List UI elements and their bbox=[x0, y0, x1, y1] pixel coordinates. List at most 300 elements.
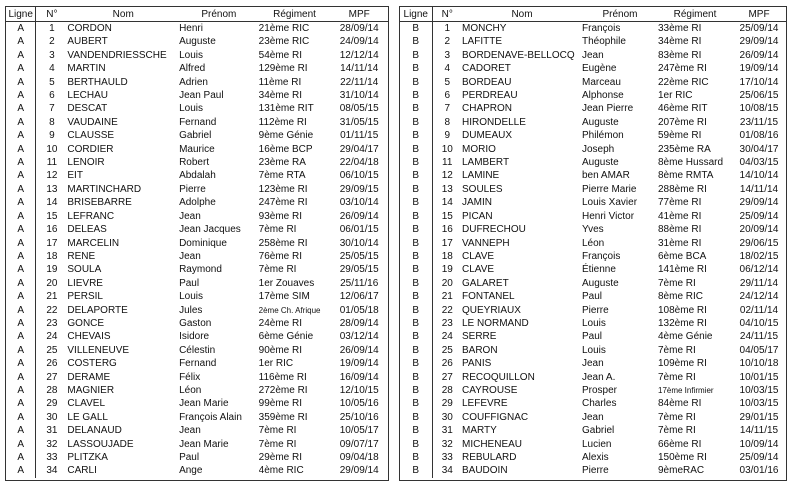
ligne-cell: B bbox=[400, 438, 432, 451]
nom-cell: LE GALL bbox=[67, 411, 108, 423]
nom-cell: EIT bbox=[67, 170, 83, 182]
regiment-cell: 34ème RI bbox=[258, 90, 303, 102]
regiment-cell: 288ème RI bbox=[658, 183, 707, 195]
prenom-cell: Marceau bbox=[582, 76, 621, 88]
ligne-cell: B bbox=[400, 102, 432, 115]
table-row bbox=[6, 357, 388, 370]
ligne-cell: B bbox=[400, 210, 432, 223]
table-row bbox=[6, 102, 388, 115]
table-row bbox=[6, 411, 388, 424]
mpf-cell: 10/08/15 bbox=[739, 103, 779, 115]
prenom-cell: Louis bbox=[582, 317, 606, 329]
table-row bbox=[400, 237, 786, 250]
table-row bbox=[6, 62, 388, 75]
mpf-cell: 29/06/15 bbox=[739, 237, 779, 249]
numero-cell: 28 bbox=[441, 384, 453, 396]
mpf-cell: 03/01/16 bbox=[739, 465, 779, 477]
mpf-cell: 04/10/15 bbox=[739, 317, 779, 329]
prenom-cell: Maurice bbox=[179, 143, 215, 155]
mpf-cell: 01/08/16 bbox=[739, 130, 779, 142]
ligne-cell: A bbox=[6, 116, 36, 129]
numero-cell: 31 bbox=[46, 425, 58, 437]
ligne-cell: B bbox=[400, 143, 432, 156]
numero-cell: 15 bbox=[46, 210, 58, 222]
nom-cell: MARTY bbox=[462, 425, 497, 437]
regiment-cell: 76ème RI bbox=[258, 250, 303, 262]
numero-cell: 1 bbox=[49, 23, 55, 34]
regiment-cell: 7ème RI bbox=[258, 264, 297, 276]
mpf-cell: 04/05/17 bbox=[739, 344, 779, 356]
nom-cell: PERSIL bbox=[67, 291, 103, 303]
ligne-cell: B bbox=[400, 397, 432, 410]
nom-cell: LAFITTE bbox=[462, 36, 503, 48]
numero-cell: 7 bbox=[444, 103, 451, 115]
numero-cell: 27 bbox=[46, 371, 58, 383]
mpf-cell: 17/10/14 bbox=[739, 76, 779, 88]
nom-cell: CHEVAIS bbox=[67, 331, 111, 343]
nom-cell: GALARET bbox=[462, 277, 509, 289]
prenom-cell: Henri Victor bbox=[582, 210, 635, 222]
prenom-cell: Louis Xavier bbox=[582, 197, 638, 209]
numero-cell: 5 bbox=[444, 76, 451, 88]
prenom-cell: ben AMAR bbox=[582, 170, 630, 182]
nom-cell: CLAVEL bbox=[67, 398, 106, 410]
regiment-cell: 11ème RI bbox=[258, 76, 302, 88]
table-row bbox=[6, 143, 388, 156]
nom-cell: LENOIR bbox=[67, 157, 105, 169]
mpf-cell: 19/09/14 bbox=[339, 358, 379, 370]
mpf-cell: 23/11/15 bbox=[739, 116, 779, 128]
nom-cell: VILLENEUVE bbox=[67, 344, 130, 356]
prenom-cell: Louis bbox=[179, 291, 203, 303]
mpf-cell: 10/03/15 bbox=[739, 398, 779, 410]
numero-cell: 14 bbox=[46, 197, 58, 209]
ligne-cell: B bbox=[400, 76, 432, 89]
regiment-cell: 93ème RI bbox=[258, 210, 303, 222]
prenom-cell: Prosper bbox=[582, 384, 618, 396]
mpf-cell: 16/09/14 bbox=[339, 371, 379, 383]
numero-cell: 3 bbox=[49, 49, 55, 61]
table-row bbox=[6, 371, 388, 384]
numero-cell: 2 bbox=[444, 36, 451, 48]
prenom-cell: Jean bbox=[582, 49, 604, 61]
numero-cell: 25 bbox=[441, 344, 453, 356]
table-row bbox=[400, 371, 786, 384]
header-mpf: MPF bbox=[732, 7, 786, 22]
nom-cell: PICAN bbox=[462, 210, 493, 222]
nom-cell: LAMINE bbox=[462, 170, 500, 182]
header-regiment: Régiment bbox=[658, 7, 732, 22]
nom-cell: VANDENDRIESSCHE bbox=[67, 49, 167, 61]
mpf-cell: 29/05/15 bbox=[339, 264, 379, 276]
ligne-cell: A bbox=[6, 290, 36, 303]
header-numero: N° bbox=[36, 7, 68, 22]
table-row bbox=[400, 384, 786, 397]
header-prenom: Prénom bbox=[179, 7, 259, 22]
mpf-cell: 26/09/14 bbox=[739, 49, 779, 61]
nom-cell: LEFRANC bbox=[67, 210, 115, 222]
regiment-cell: 54ème RI bbox=[258, 49, 303, 61]
ligne-cell: B bbox=[400, 156, 432, 169]
ligne-cell: A bbox=[6, 129, 36, 142]
prenom-cell: Auguste bbox=[582, 116, 619, 128]
regiment-cell: 112ème RI bbox=[258, 116, 307, 128]
regiment-cell: 33ème RI bbox=[658, 23, 702, 34]
numero-cell: 25 bbox=[46, 344, 58, 356]
mpf-cell: 22/11/14 bbox=[340, 76, 379, 88]
regiment-cell: 7ème RI bbox=[658, 371, 696, 383]
regiment-cell: 17ème Infirmier bbox=[658, 385, 714, 395]
table-row bbox=[400, 277, 786, 290]
prenom-cell: Léon bbox=[179, 384, 202, 396]
table-row bbox=[400, 22, 786, 36]
mpf-cell: 29/01/15 bbox=[739, 411, 779, 423]
table-row bbox=[400, 397, 786, 410]
prenom-cell: Paul bbox=[582, 331, 603, 343]
ligne-cell: A bbox=[6, 76, 36, 89]
regiment-cell: 131ème RIT bbox=[258, 103, 314, 115]
nom-cell: COSTERG bbox=[67, 358, 117, 370]
regiment-cell: 129ème RI bbox=[258, 63, 308, 75]
regiment-cell: 2ème Ch. Afrique bbox=[258, 305, 321, 315]
numero-cell: 5 bbox=[49, 76, 55, 88]
ligne-cell: B bbox=[400, 411, 432, 424]
nom-cell: LASSOUJADE bbox=[67, 438, 134, 450]
table-row bbox=[6, 250, 388, 263]
nom-cell: BRISEBARRE bbox=[67, 197, 132, 209]
prenom-cell: Paul bbox=[582, 291, 603, 303]
numero-cell: 8 bbox=[49, 116, 55, 128]
numero-cell: 26 bbox=[46, 358, 58, 370]
nom-cell: CARLI bbox=[67, 465, 97, 477]
ligne-cell: B bbox=[400, 129, 432, 142]
prenom-cell: Louis bbox=[582, 344, 606, 356]
mpf-cell: 31/10/14 bbox=[339, 90, 379, 102]
nom-cell: CORDIER bbox=[67, 143, 114, 155]
prenom-cell: Jean Marie bbox=[179, 398, 229, 410]
prenom-cell: Alfred bbox=[179, 63, 206, 75]
nom-cell: AUBERT bbox=[67, 36, 108, 48]
table-row bbox=[6, 196, 388, 209]
table-row bbox=[400, 344, 786, 357]
table-panel-a bbox=[5, 6, 389, 481]
mpf-cell: 10/09/14 bbox=[739, 438, 779, 450]
ligne-cell: B bbox=[400, 317, 432, 330]
ligne-cell: A bbox=[6, 22, 36, 36]
regiment-cell: 247ème RI bbox=[258, 197, 308, 209]
regiment-cell: 4ème RIC bbox=[258, 465, 304, 477]
nom-cell: FONTANEL bbox=[462, 291, 515, 303]
numero-cell: 23 bbox=[441, 317, 453, 329]
mpf-cell: 03/12/14 bbox=[339, 331, 379, 343]
regiment-cell: 41ème RI bbox=[658, 210, 702, 222]
mpf-cell: 06/12/14 bbox=[739, 264, 779, 276]
regiment-cell: 1er RIC bbox=[658, 90, 693, 102]
table-row bbox=[400, 143, 786, 156]
ligne-cell: A bbox=[6, 411, 36, 424]
table-row bbox=[400, 424, 786, 437]
mpf-cell: 06/10/15 bbox=[339, 170, 379, 182]
mpf-cell: 10/10/18 bbox=[739, 358, 779, 370]
table-row bbox=[400, 263, 786, 276]
table-row bbox=[400, 169, 786, 182]
regiment-cell: 235ème RA bbox=[658, 143, 711, 155]
regiment-cell: 4ème Génie bbox=[658, 331, 713, 343]
ligne-cell: A bbox=[6, 183, 36, 196]
numero-cell: 33 bbox=[46, 452, 58, 463]
numero-cell: 10 bbox=[441, 143, 453, 155]
regiment-cell: 247ème RI bbox=[658, 63, 707, 75]
table-row bbox=[400, 62, 786, 75]
prenom-cell: Jean Pierre bbox=[582, 103, 634, 115]
mpf-cell: 09/04/18 bbox=[339, 452, 379, 463]
ligne-cell: A bbox=[6, 210, 36, 223]
ligne-cell: A bbox=[6, 304, 36, 317]
table-row bbox=[6, 451, 388, 464]
header-numero: N° bbox=[432, 7, 462, 22]
ligne-cell: B bbox=[400, 250, 432, 263]
table-row bbox=[400, 76, 786, 89]
numero-cell: 32 bbox=[441, 438, 453, 450]
prenom-cell: Gaston bbox=[179, 317, 212, 329]
table-row bbox=[6, 183, 388, 196]
regiment-cell: 8ème RMTA bbox=[658, 170, 714, 182]
mpf-cell: 12/12/14 bbox=[339, 49, 379, 61]
table-row bbox=[400, 451, 786, 464]
mpf-cell: 04/03/15 bbox=[739, 157, 779, 169]
nom-cell: CHAPRON bbox=[462, 103, 513, 115]
nom-cell: CLAVE bbox=[462, 264, 495, 276]
ligne-cell: A bbox=[6, 196, 36, 209]
mpf-cell: 14/11/14 bbox=[340, 63, 379, 75]
mpf-cell: 25/11/16 bbox=[340, 277, 379, 289]
mpf-cell: 20/09/14 bbox=[739, 224, 779, 236]
ligne-cell: B bbox=[400, 49, 432, 62]
numero-cell: 22 bbox=[46, 304, 58, 316]
prenom-cell: Célestin bbox=[179, 344, 216, 356]
numero-cell: 32 bbox=[46, 438, 58, 450]
prenom-cell: François bbox=[582, 250, 621, 262]
regiment-cell: 29ème RI bbox=[258, 452, 303, 463]
regiment-cell: 7ème RI bbox=[258, 438, 297, 450]
mpf-cell: 30/04/17 bbox=[739, 143, 779, 155]
regiment-cell: 1er Zouaves bbox=[258, 277, 315, 289]
table-row bbox=[6, 304, 388, 317]
nom-cell: RECOQUILLON bbox=[462, 371, 535, 383]
mpf-cell: 03/10/14 bbox=[339, 197, 379, 209]
nom-cell: RENE bbox=[67, 250, 96, 262]
table-row bbox=[400, 129, 786, 142]
numero-cell: 19 bbox=[46, 264, 58, 276]
prenom-cell: Alexis bbox=[582, 452, 609, 463]
ligne-cell: A bbox=[6, 250, 36, 263]
regiment-cell: 8ème Hussard bbox=[658, 157, 724, 169]
prenom-cell: Louis bbox=[179, 103, 203, 115]
mpf-cell: 29/11/14 bbox=[739, 277, 779, 289]
table-panel-b bbox=[399, 6, 787, 481]
regiment-cell: 9ème Génie bbox=[258, 130, 314, 142]
nom-cell: MARTINCHARD bbox=[67, 183, 142, 195]
table-row bbox=[400, 116, 786, 129]
mpf-cell: 14/10/14 bbox=[739, 170, 779, 182]
table-row bbox=[6, 22, 388, 36]
table-row bbox=[6, 263, 388, 276]
ligne-cell: A bbox=[6, 357, 36, 370]
numero-cell: 11 bbox=[442, 157, 453, 169]
mpf-cell: 06/01/15 bbox=[339, 224, 379, 236]
ligne-cell: B bbox=[400, 183, 432, 196]
ligne-cell: B bbox=[400, 330, 432, 343]
memorial-table-a bbox=[6, 7, 388, 478]
ligne-cell: B bbox=[400, 277, 432, 290]
ligne-cell: B bbox=[400, 62, 432, 75]
mpf-cell: 29/09/15 bbox=[339, 183, 379, 195]
nom-cell: SOULES bbox=[462, 183, 503, 195]
ligne-cell: A bbox=[6, 277, 36, 290]
regiment-cell: 21ème RIC bbox=[258, 23, 310, 34]
nom-cell: SOULA bbox=[67, 264, 102, 276]
table-row bbox=[400, 35, 786, 48]
prenom-cell: Jean bbox=[179, 210, 201, 222]
table-row bbox=[400, 464, 786, 477]
regiment-cell: 123ème RI bbox=[258, 183, 308, 195]
numero-cell: 9 bbox=[49, 130, 55, 142]
regiment-cell: 7ème RI bbox=[258, 224, 297, 236]
header-regiment: Régiment bbox=[259, 7, 331, 22]
table-row bbox=[400, 357, 786, 370]
prenom-cell: Jean bbox=[582, 358, 604, 370]
table-row bbox=[400, 156, 786, 169]
nom-cell: COUFFIGNAC bbox=[462, 411, 529, 423]
table-row bbox=[6, 424, 388, 437]
ligne-cell: A bbox=[6, 263, 36, 276]
prenom-cell: Robert bbox=[179, 157, 210, 169]
nom-cell: PANIS bbox=[462, 358, 492, 370]
table-row bbox=[6, 76, 388, 89]
nom-cell: DESCAT bbox=[67, 103, 108, 115]
numero-cell: 7 bbox=[49, 103, 55, 115]
numero-cell: 12 bbox=[46, 170, 58, 182]
ligne-cell: B bbox=[400, 344, 432, 357]
mpf-cell: 28/09/14 bbox=[339, 317, 379, 329]
prenom-cell: Fernand bbox=[179, 116, 217, 128]
numero-cell: 1 bbox=[444, 23, 451, 34]
regiment-cell: 46ème RIT bbox=[658, 103, 708, 115]
nom-cell: LEFEVRE bbox=[462, 398, 508, 410]
table-row bbox=[400, 89, 786, 102]
ligne-cell: A bbox=[6, 223, 36, 236]
regiment-cell: 9èmeRAC bbox=[658, 465, 705, 477]
prenom-cell: Auguste bbox=[582, 277, 619, 289]
numero-cell: 6 bbox=[444, 90, 451, 102]
table-row bbox=[6, 35, 388, 48]
table-row bbox=[6, 49, 388, 62]
mpf-cell: 14/11/15 bbox=[739, 425, 779, 437]
table-row bbox=[400, 183, 786, 196]
regiment-cell: 272ème RI bbox=[258, 384, 308, 396]
mpf-cell: 25/06/15 bbox=[739, 90, 779, 102]
prenom-cell: Jean Paul bbox=[179, 90, 224, 102]
nom-cell: LE NORMAND bbox=[462, 317, 529, 329]
mpf-cell: 29/09/14 bbox=[739, 197, 779, 209]
mpf-cell: 14/11/14 bbox=[739, 183, 779, 195]
numero-cell: 24 bbox=[46, 331, 58, 343]
numero-cell: 13 bbox=[46, 183, 58, 195]
mpf-cell: 24/09/14 bbox=[339, 36, 379, 48]
mpf-cell: 10/03/15 bbox=[739, 384, 779, 396]
prenom-cell: Philémon bbox=[582, 130, 624, 142]
numero-cell: 20 bbox=[46, 277, 58, 289]
header-nom: Nom bbox=[67, 7, 179, 22]
table-row bbox=[6, 330, 388, 343]
table-row bbox=[400, 102, 786, 115]
numero-cell: 15 bbox=[441, 210, 453, 222]
ligne-cell: A bbox=[6, 317, 36, 330]
nom-cell: DUMEAUX bbox=[462, 130, 513, 142]
regiment-cell: 7ème RI bbox=[658, 411, 696, 423]
prenom-cell: Lucien bbox=[582, 438, 612, 450]
nom-cell: HIRONDELLE bbox=[462, 116, 526, 128]
prenom-cell: Étienne bbox=[582, 264, 616, 276]
ligne-cell: A bbox=[6, 89, 36, 102]
mpf-cell: 01/11/15 bbox=[340, 130, 379, 142]
prenom-cell: Jean bbox=[582, 411, 604, 423]
table-row bbox=[6, 277, 388, 290]
ligne-cell: A bbox=[6, 156, 36, 169]
table-row bbox=[6, 384, 388, 397]
prenom-cell: François Alain bbox=[179, 411, 242, 423]
numero-cell: 2 bbox=[49, 36, 55, 48]
ligne-cell: B bbox=[400, 424, 432, 437]
mpf-cell: 24/11/15 bbox=[739, 331, 779, 343]
nom-cell: CADORET bbox=[462, 63, 511, 75]
mpf-cell: 28/09/14 bbox=[339, 23, 379, 34]
mpf-cell: 25/09/14 bbox=[739, 452, 779, 463]
numero-cell: 17 bbox=[441, 237, 453, 249]
header-ligne: Ligne bbox=[6, 7, 36, 22]
table-row bbox=[6, 223, 388, 236]
numero-cell: 18 bbox=[46, 250, 58, 262]
ligne-cell: A bbox=[6, 169, 36, 182]
nom-cell: MORIO bbox=[462, 143, 496, 155]
mpf-cell: 19/09/14 bbox=[739, 63, 779, 75]
mpf-cell: 24/12/14 bbox=[739, 291, 779, 303]
regiment-cell: 207ème RI bbox=[658, 116, 707, 128]
regiment-cell: 90ème RI bbox=[258, 344, 303, 356]
regiment-cell: 23ème RA bbox=[258, 157, 306, 169]
numero-cell: 17 bbox=[46, 237, 58, 249]
regiment-cell: 258ème RI bbox=[258, 237, 308, 249]
nom-cell: DELAPORTE bbox=[67, 304, 128, 316]
prenom-cell: Pierre Marie bbox=[582, 183, 637, 195]
prenom-cell: Auguste bbox=[582, 157, 619, 169]
prenom-cell: Théophile bbox=[582, 36, 626, 48]
table-row bbox=[400, 438, 786, 451]
prenom-cell: Léon bbox=[582, 237, 605, 249]
regiment-cell: 7ème RTA bbox=[258, 170, 306, 182]
header-ligne: Ligne bbox=[400, 7, 432, 22]
regiment-cell: 108ème RI bbox=[658, 304, 707, 316]
prenom-cell: Jean bbox=[179, 425, 201, 437]
numero-cell: 34 bbox=[46, 465, 58, 477]
table-row bbox=[6, 317, 388, 330]
table-row bbox=[400, 304, 786, 317]
ligne-cell: A bbox=[6, 102, 36, 115]
numero-cell: 30 bbox=[46, 411, 58, 423]
table-row bbox=[6, 89, 388, 102]
regiment-cell: 59ème RI bbox=[658, 130, 702, 142]
ligne-cell: A bbox=[6, 384, 36, 397]
